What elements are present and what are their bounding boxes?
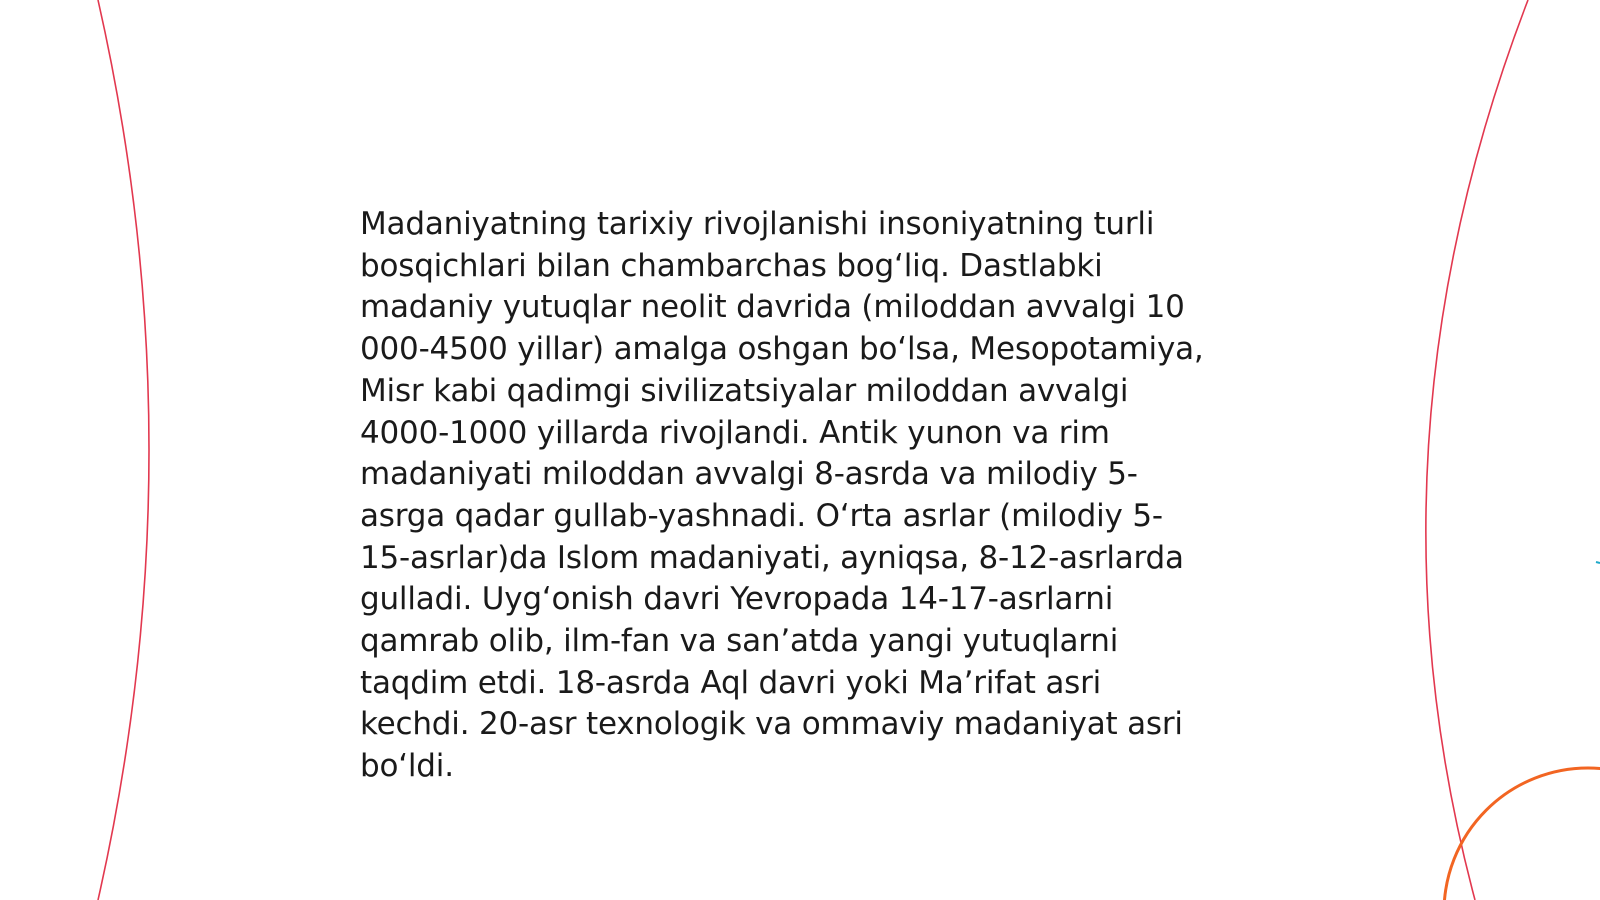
body-line: taqdim etdi. 18-asrda Aql davri yoki Ma’rifat asri (360, 664, 1102, 701)
body-line: 000-4500 yillar) amalga oshgan boʻlsa, Mesopotamiya, (360, 331, 1204, 368)
body-line: boʻldi. (360, 748, 454, 785)
left-arc (98, 0, 149, 900)
right-arc (1426, 0, 1528, 900)
body-line: gulladi. Uygʻonish davri Yevropada 14-17-asrlarni (360, 581, 1114, 618)
body-paragraph (360, 204, 1260, 788)
body-line: madaniy yutuqlar neolit davrida (miloddan avvalgi 10 (360, 289, 1185, 326)
body-line: Misr kabi qadimgi sivilizatsiyalar miloddan avvalgi (360, 372, 1129, 409)
body-line: qamrab olib, ilm-fan va san’atda yangi yutuqlarni (360, 623, 1119, 660)
body-line: bosqichlari bilan chambarchas bogʻliq. Dastlabki (360, 247, 1103, 284)
orange-circle (1444, 768, 1600, 900)
body-line: madaniyati miloddan avvalgi 8-asrda va milodiy 5- (360, 456, 1138, 493)
body-line: 15-asrlar)da Islom madaniyati, ayniqsa, 8-12-asrlarda (360, 539, 1184, 576)
body-line: Madaniyatning tarixiy rivojlanishi insoniyatning turli (360, 206, 1155, 242)
body-line: 4000-1000 yillarda rivojlandi. Antik yunon va rim (360, 414, 1110, 451)
body-line: kechdi. 20-asr texnologik va ommaviy madaniyat asri (360, 706, 1183, 743)
body-line: asrga qadar gullab-yashnadi. Oʻrta asrlar (milodiy 5- (360, 497, 1163, 534)
teal-tick (1596, 562, 1600, 563)
